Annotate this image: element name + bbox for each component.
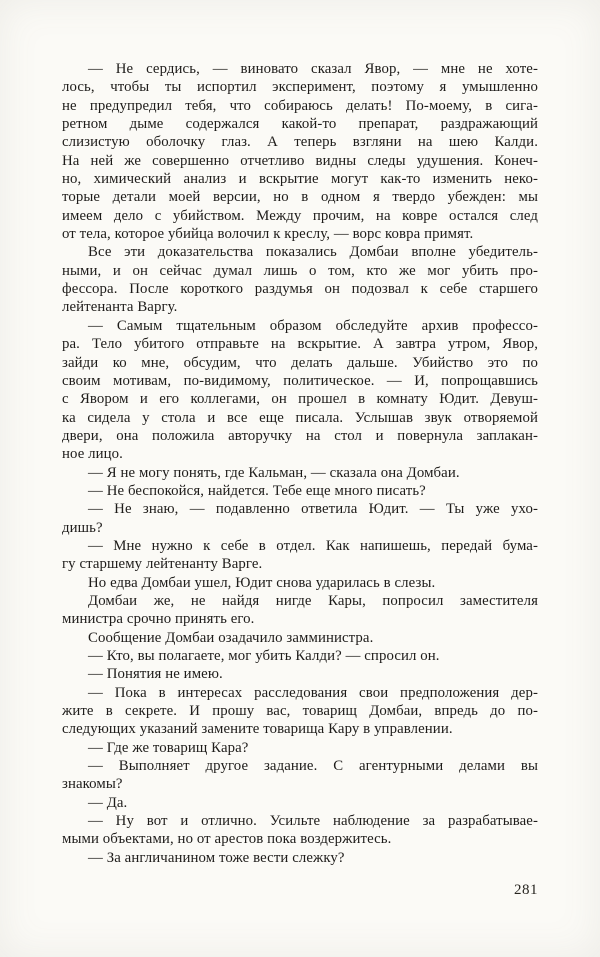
text-line: — Кто, вы полагаете, мог убить Калди? — спросил он.	[88, 648, 440, 664]
text-line: следующих указаний замените товарища Кару в управлении.	[62, 721, 453, 738]
text-line: Сообщение Домбаи озадачило замминистра.	[88, 629, 374, 646]
text-line: — Мне нужно к себе в отдел. Как напишешь, передай бума-	[88, 537, 538, 554]
paragraph	[62, 482, 538, 500]
paragraph	[62, 592, 538, 629]
paragraph	[62, 574, 538, 592]
text-line: гу старшему лейтенанту Варге.	[62, 556, 263, 573]
text-line: — Не беспокойся, найдется. Тебе еще много писать?	[88, 482, 426, 499]
text-line: знакомы?	[62, 776, 123, 793]
text-line: дишь?	[62, 519, 103, 536]
paragraph	[62, 60, 538, 243]
text-block	[62, 60, 538, 867]
text-line: жите в секрете. И прошу вас, товарищ Домбаи, впредь до по-	[62, 703, 538, 720]
text-line: — Ну вот и отлично. Усильте наблюдение за разрабатывае-	[88, 813, 538, 830]
text-line: — Пока в интересах расследования свои предположения дер-	[88, 684, 538, 701]
text-line: с Явором и его коллегами, он прошел в комнату Юдит. Девуш-	[62, 391, 538, 408]
text-line: слизистую оболочку глаз. А теперь взгляни на шею Калди.	[62, 134, 538, 151]
text-line: Все эти доказательства показались Домбаи вполне убедитель-	[88, 244, 538, 261]
text-line: торые детали моей версии, но в одном я твердо убежден: мы	[62, 189, 538, 206]
paragraph	[62, 757, 538, 794]
text-line: ными, и он сейчас думал лишь о том, кто же мог убить про-	[62, 262, 538, 279]
text-line: Домбаи же, не найдя нигде Кары, попросил заместителя	[88, 592, 538, 609]
text-line: ретном дыме содержался какой-то препарат, раздражающий	[62, 116, 538, 133]
paragraph	[62, 500, 538, 537]
text-line: лось, чтобы ты испортил эксперимент, поэтому я умышленно	[62, 79, 538, 96]
paragraph	[62, 849, 538, 867]
paragraph	[62, 739, 538, 757]
text-line: от тела, которое убийца волочил к креслу, — ворс ковра примят.	[62, 226, 474, 243]
text-line: имеем дело с убийством. Между прочим, на ковре остался след	[62, 207, 538, 224]
text-line: — Не сердись, — виновато сказал Явор, — мне не хоте-	[88, 61, 538, 77]
paragraph	[62, 629, 538, 647]
text-line: — Где же товарищ Кара?	[88, 739, 249, 756]
text-line: — Понятия не имею.	[88, 666, 223, 683]
paragraph	[62, 647, 538, 665]
text-line: зайди ко мне, обсудим, что делать дальше. Убийство это по	[62, 354, 538, 371]
paragraph	[62, 537, 538, 574]
page-number: 281	[514, 882, 538, 898]
text-line: мыми объектами, но от арестов пока воздержитесь.	[62, 831, 392, 848]
text-line: но, химический анализ и вскрытие могут как-то изменить неко-	[62, 171, 538, 188]
text-line: — Да.	[88, 794, 128, 811]
text-line: фессора. После короткого раздумья он подозвал к себе старшего	[62, 281, 538, 298]
paragraph	[62, 665, 538, 683]
text-line: — За англичанином тоже вести слежку?	[88, 849, 345, 866]
text-line: не предупредил тебя, что собираюсь делать! По-моему, в сига-	[62, 97, 538, 114]
text-line: — Не знаю, — подавленно ответила Юдит. — Ты уже ухо-	[88, 501, 538, 518]
paragraph	[62, 794, 538, 812]
text-line: На ней же совершенно отчетливо видны следы удушения. Конеч-	[62, 152, 538, 169]
text-line: — Самым тщательным образом обследуйте архив профессо-	[88, 317, 538, 334]
text-line: ка сидела у стола и все еще писала. Услышав звук отворяемой	[62, 409, 538, 426]
text-line: министра срочно принять его.	[62, 611, 255, 628]
paragraph	[62, 684, 538, 739]
paragraph	[62, 317, 538, 464]
text-line: лейтенанта Варгу.	[62, 299, 178, 316]
text-line: Но едва Домбаи ушел, Юдит снова ударилась в слезы.	[88, 574, 436, 591]
text-line: ное лицо.	[62, 446, 123, 463]
paragraph	[62, 243, 538, 316]
text-line: ра. Тело убитого отправьте на вскрытие. А завтра утром, Явор,	[62, 336, 538, 353]
text-line: — Выполняет другое задание. С агентурными делами вы	[88, 758, 538, 775]
paragraph	[62, 464, 538, 482]
text-line: своим мотивам, по-видимому, политическое. — И, попрощавшись	[62, 372, 538, 389]
text-line: двери, она положила авторучку на стол и повернула заплакан-	[62, 427, 538, 444]
text-line: — Я не могу понять, где Кальман, — сказала она Домбаи.	[88, 464, 460, 481]
paragraph	[62, 812, 538, 849]
